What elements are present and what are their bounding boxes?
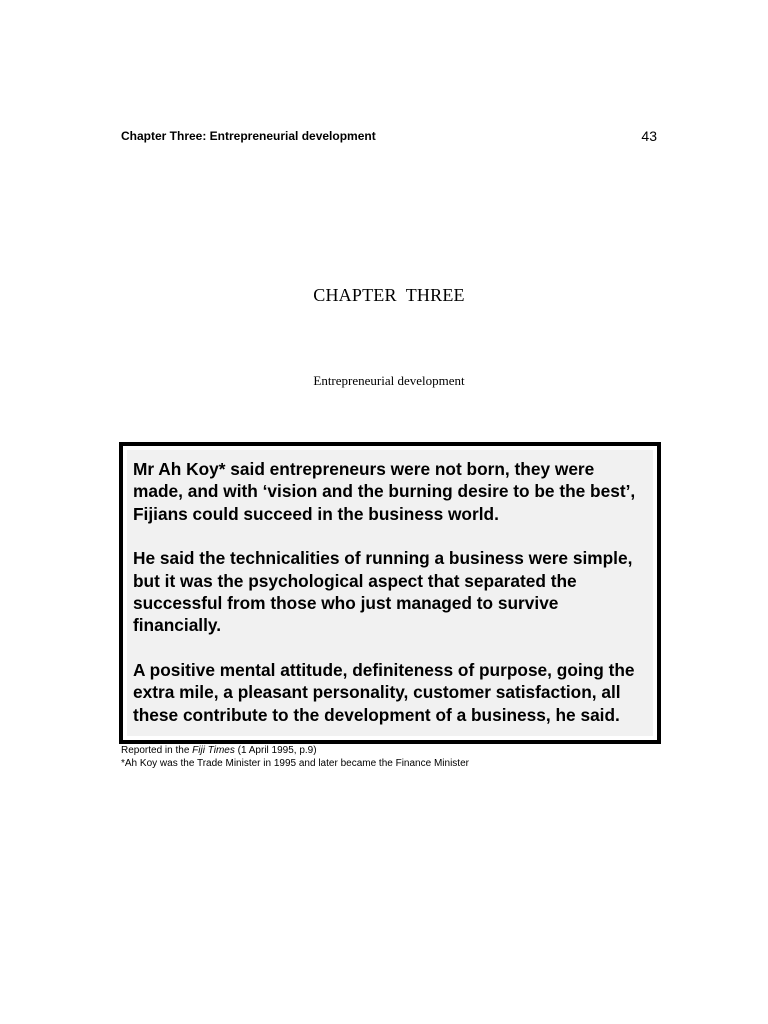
source-suffix: (1 April 1995, p.9) bbox=[234, 745, 317, 756]
chapter-subtitle: Entrepreneurial development bbox=[313, 373, 465, 388]
quote-box bbox=[119, 442, 661, 744]
quote-paragraph: He said the technicalities of running a business were simple, but it was the psychological aspect that separated the successful from those who just managed to survive financially. bbox=[133, 548, 633, 636]
source-citation bbox=[121, 744, 469, 757]
source-note bbox=[121, 744, 469, 770]
chapter-title: CHAPTER THREE bbox=[313, 285, 465, 305]
source-prefix: Reported in the bbox=[121, 745, 193, 756]
quote-inner bbox=[127, 450, 653, 736]
quote-paragraph: A positive mental attitude, definiteness of purpose, going the extra mile, a pleasant personality, customer satisfaction, all these contribute to the development of a business, he said. bbox=[133, 659, 635, 725]
page-number: 43 bbox=[641, 128, 657, 144]
running-head: Chapter Three: Entrepreneurial development bbox=[121, 129, 376, 143]
quote-paragraph: Mr Ah Koy* said entrepreneurs were not born, they were made, and with ‘vision and the burning desire to be the best’, Fijians could succeed in the business world. bbox=[133, 459, 636, 524]
source-footnote: *Ah Koy was the Trade Minister in 1995 and later became the Finance Minister bbox=[121, 758, 469, 769]
source-publication: Fiji Times bbox=[192, 745, 235, 756]
